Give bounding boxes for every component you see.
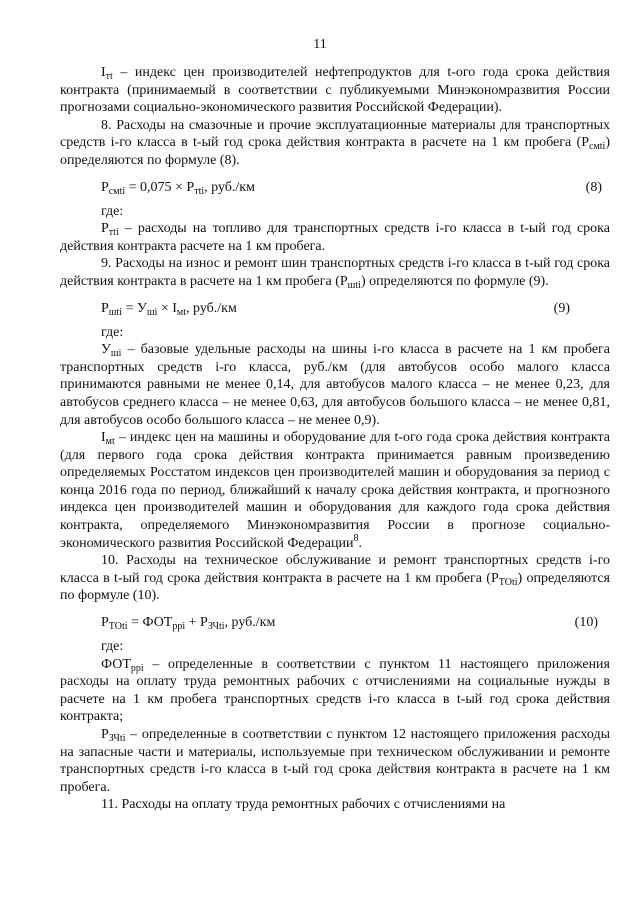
formula-term: Р — [101, 615, 109, 631]
symbol: Р — [101, 221, 109, 237]
subscript: cмti — [108, 185, 126, 197]
text: 10. Расходы на техническое обслуживание и ремонт транспортных средств i-го класса в t-ый год срока действия контракта в расчете на 1 км пробега (Р — [60, 553, 610, 586]
paragraph-11: 11. Расходы на оплату труда ремонтных рабочих с отчислениями на — [101, 797, 506, 813]
formula-term: = У — [122, 300, 147, 316]
definition-text: – индекс цен производителей нефтепродуктов для t-ого года срока действия контракта (принимаемый в соответствии с публикуемыми Минэкономразвития России прогнозами социально-экономического развития Российской Федерации). — [60, 65, 610, 116]
paragraph-it-definition — [60, 64, 610, 117]
definition-text: – определенные в соответствии с пунктом 12 настоящего приложения расходы на запасные части и материалы, используемые при техническом обслуживании и ремонте транспортных средств i-го класса в t-ый год срока действия контракта в расчете на 1 км пробега. — [60, 727, 610, 795]
text: ) определяются по формуле (8). — [60, 135, 610, 168]
paragraph-9 — [60, 255, 610, 290]
text: 8. Расходы на смазочные и прочие эксплуатационные материалы для транспортных средств i-го класса в t-ый год срока действия контракта в расчете на 1 км пробега (Р — [60, 117, 610, 151]
page-number: 11 — [313, 37, 327, 52]
formula-term: Р — [101, 179, 109, 195]
symbol: У — [101, 342, 111, 358]
paragraph-rtti-definition — [60, 220, 610, 255]
paragraph-fot-definition — [60, 656, 610, 726]
subscript: ТОti — [498, 576, 518, 588]
subscript: ЗЧti — [108, 733, 126, 744]
symbol: ФОТ — [101, 656, 131, 672]
subscript: мt — [176, 306, 187, 318]
paragraph-rzch-definition — [60, 726, 610, 796]
formula-unit: , руб./км — [204, 179, 255, 195]
subscript: шi — [110, 348, 122, 360]
formula-9 — [60, 296, 610, 322]
formula-term: = 0,075 × Р — [125, 179, 195, 195]
formula-10 — [60, 610, 610, 636]
where-label: где: — [101, 203, 124, 219]
where-label: где: — [101, 324, 124, 340]
formula-unit: , руб./км — [186, 300, 237, 316]
definition-text: – базовые удельные расходы на шины i-го класса в расчете на 1 км пробега транспортных средств i-го класса, руб./км (для автобусов особо малого класса принимаются равными не менее 0,14, для автобусов малого класса – не менее 0,23, для автобусов среднего класса – не менее 0,63, для автобусов большого класса – не менее 0,81, для автобусов особо большого класса – не менее 0,9). — [60, 342, 610, 428]
paragraph-imt-definition — [60, 429, 610, 552]
subscript: ЗЧti — [207, 621, 225, 633]
subscript: тti — [108, 227, 119, 239]
symbol: Р — [101, 727, 109, 742]
subscript: ррi — [172, 621, 186, 633]
footnote-marker: 8 — [353, 532, 359, 544]
definition-text: – определенные в соответствии с пунктом 11 настоящего приложения расходы на оплату труда ремонтных рабочих с отчислениями на социальные нужды в расчете на 1 км пробега транспортных средств i-го класса в t-ый год срока действия контракта; — [60, 656, 610, 725]
definition-text: – расходы на топливо для транспортных средств i-го класса в t-ый год срока действия контракта расчете на 1 км пробега. — [60, 221, 610, 254]
subscript: тti — [194, 185, 205, 197]
text: . — [358, 535, 362, 551]
formula-unit: , руб./км — [224, 615, 276, 631]
formula-8 — [60, 175, 610, 201]
subscript: шi — [146, 306, 158, 318]
formula-number: (10) — [574, 615, 598, 631]
formula-term: Р — [101, 300, 109, 316]
definition-text: – индекс цен на машины и оборудование для t-ого года срока действия контракта (для первого года срока действия контракта принимается равным произведению определяемых Росстатом индексов цен производителей машин и оборудования за период с конца 2016 года по период, ближайший к началу срока действия контракта, и прогнозного индекса цен производителей машин и оборудования для каждого года срока действия контракта, определяемого Минэкономразвития России в прогнозе социально-экономического развития Российской Федерации — [60, 430, 610, 551]
formula-term: + Р — [185, 615, 208, 631]
paragraph-ushi-definition — [60, 341, 610, 429]
text: 9. Расходы на износ и ремонт шин транспортных средств i-го класса в t-ый год срока действия контракта в расчете на 1 км пробега (Р — [60, 256, 610, 289]
formula-number: (8) — [585, 179, 602, 195]
subscript: мt — [105, 436, 115, 448]
subscript: cмti — [589, 141, 606, 153]
symbol: I — [101, 430, 106, 446]
text: ) определяются по формуле (9). — [360, 273, 549, 289]
subscript: шti — [108, 306, 123, 318]
formula-number: (9) — [553, 300, 570, 316]
where-label: где: — [101, 639, 124, 655]
document-body — [60, 64, 610, 814]
paragraph-10 — [60, 552, 610, 605]
subscript: ТОti — [108, 621, 128, 633]
symbol: I — [101, 65, 106, 80]
formula-term: × I — [157, 300, 177, 316]
subscript: ррi — [130, 662, 144, 674]
paragraph-8 — [60, 117, 610, 170]
subscript: шti — [347, 279, 361, 291]
subscript: тt — [105, 71, 113, 82]
formula-term: = ФОТ — [127, 615, 173, 631]
text: ) определяются по формуле (10). — [60, 570, 610, 604]
